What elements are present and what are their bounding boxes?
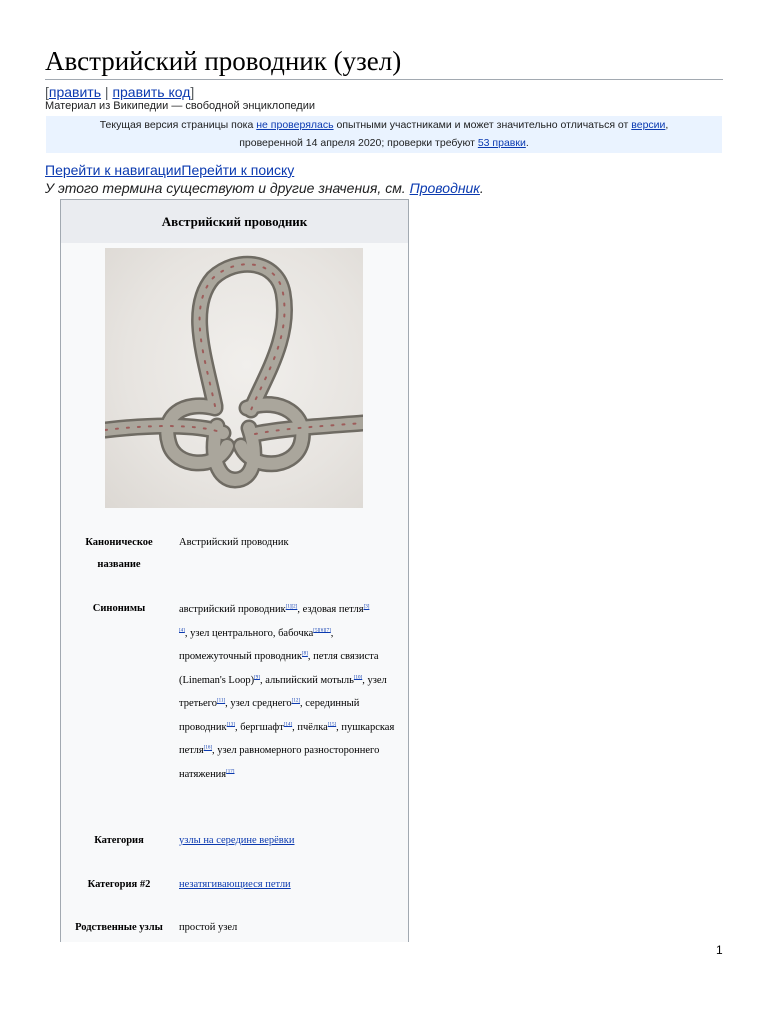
related-knots-value: простой узел [179, 922, 238, 933]
knot-illustration [105, 248, 363, 508]
citation-ref[interactable]: [1][2] [285, 604, 298, 610]
jump-links [45, 162, 294, 178]
citation-ref[interactable]: [16] [203, 745, 213, 751]
citation-ref[interactable]: [17] [226, 769, 235, 774]
canonical-name-value: Австрийский проводник [179, 537, 289, 548]
edit-code-link[interactable]: править код [112, 84, 191, 100]
version-link[interactable]: версии [631, 119, 666, 131]
category-link[interactable]: узлы на середине верёвки [179, 835, 295, 846]
synonyms-label: Синонимы [92, 603, 146, 614]
knot-photo[interactable] [105, 248, 363, 508]
citation-ref[interactable]: [10] [353, 675, 363, 680]
edit-link[interactable]: править [48, 84, 102, 100]
citation-ref[interactable]: [5][6][7] [313, 628, 331, 633]
citation-ref[interactable]: [3] [363, 604, 370, 610]
category-2-value [179, 874, 401, 896]
unreviewed-link[interactable]: не проверялась [256, 119, 334, 131]
jump-to-navigation-link[interactable]: Перейти к навигации [45, 162, 182, 178]
site-subtitle: Материал из Википедии — свободной энциклопедии [45, 100, 315, 112]
category-value [179, 830, 401, 852]
citation-ref[interactable]: [13] [226, 722, 235, 727]
infobox-title: Австрийский проводник [61, 200, 408, 243]
citation-ref[interactable]: [9] [254, 675, 260, 680]
edits-link[interactable]: 53 правки [477, 137, 526, 149]
hatnote: У этого термина существуют и другие значения, см. Проводник. [45, 180, 484, 196]
related-knots-label: Родственные узлы [75, 922, 163, 933]
citation-ref[interactable]: [15] [327, 722, 337, 727]
category-label: Категория [94, 835, 144, 846]
citation-ref[interactable]: [4] [179, 628, 185, 633]
citation-ref[interactable]: [11] [216, 698, 226, 704]
revision-notice: Текущая версия страницы пока не проверялась опытными участниками и может значительно отличаться от версии, проверенной 14 апреля 2020; проверки требуют 53 правки. [46, 116, 722, 153]
citation-ref[interactable]: [12] [291, 698, 300, 704]
infobox [60, 199, 409, 942]
disambiguation-link[interactable]: Проводник [409, 180, 480, 196]
page-number: 1 [716, 943, 723, 957]
citation-ref[interactable]: [8] [302, 651, 308, 657]
canonical-name-label: Каноническое название [85, 537, 153, 570]
page-title: Австрийский проводник (узел) [45, 44, 723, 80]
edit-links: [править | править код] [45, 84, 195, 100]
citation-ref[interactable]: [14] [283, 722, 293, 727]
category-2-link[interactable]: незатягивающиеся петли [179, 879, 291, 890]
category-2-label: Категория #2 [87, 879, 151, 890]
jump-to-search-link[interactable]: Перейти к поиску [181, 162, 295, 178]
synonyms-value: австрийский проводник[1][2], ездовая петля[3] [4], узел центрального, бабочка[5][6][7], промежуточный проводник[8], петля связиста (Lineman's Loop)[9], альпийский мотыль[10], узел третьего[11], узел среднего[12], серединный проводник[13], бергшафт[14], пчёлка[15], пушкарская петля[16], узел равномерного разностороннего натяжения[17] [179, 604, 395, 780]
